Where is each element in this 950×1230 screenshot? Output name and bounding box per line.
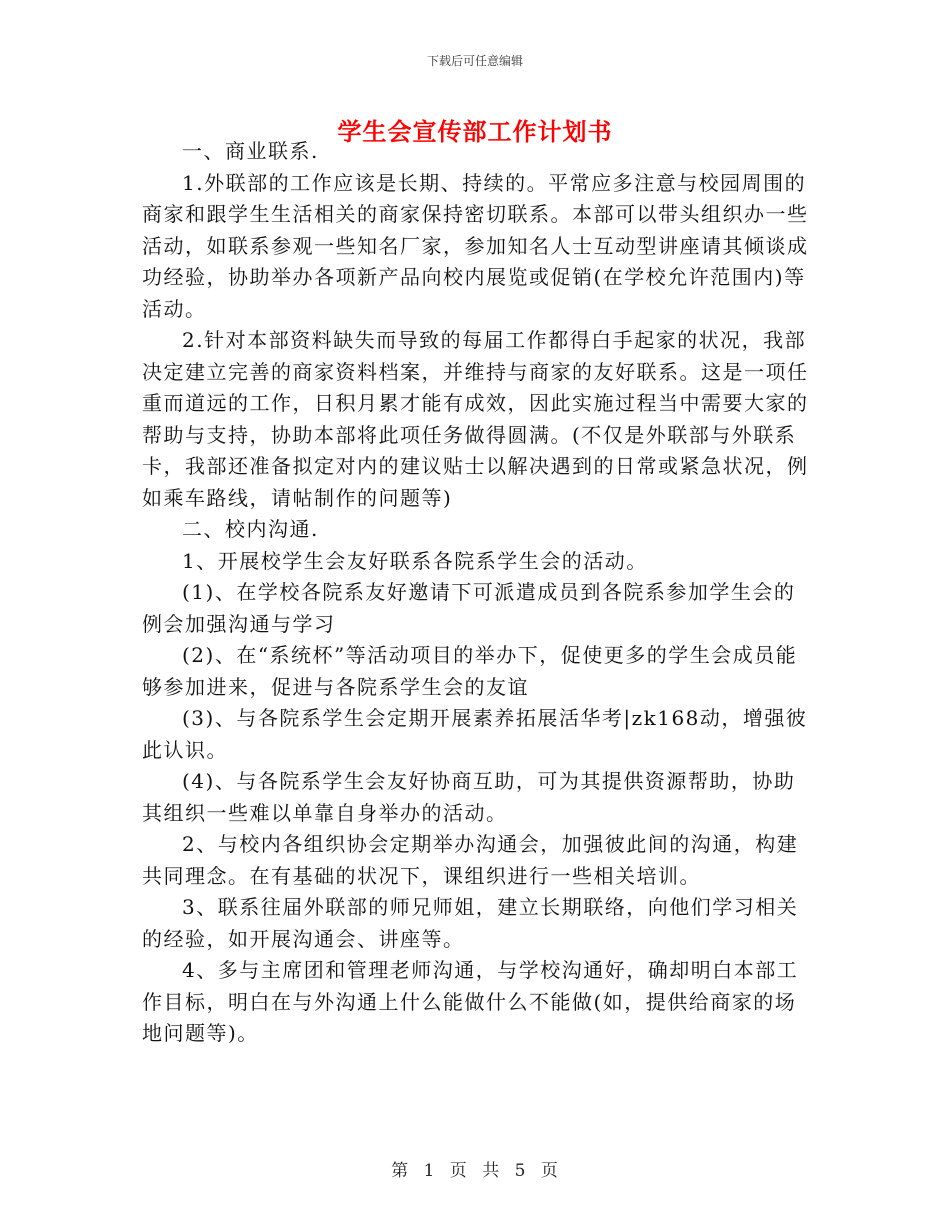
paragraph: (1)、在学校各院系友好邀请下可派遣成员到各院系参加学生会的例会加强沟通与学习 xyxy=(142,580,796,636)
section-heading-campus: 二、校内沟通. xyxy=(182,517,319,541)
paragraph: 2.针对本部资料缺失而导致的每届工作都得白手起家的状况，我部决定建立完善的商家资料档案，并维持与商家的友好联系。这是一项任重而道远的工作，日积月累才能有成效，因此实施过程当中需要大家的帮助与支持，协助本部将此项任务做得圆满。(不仅是外联部与外联系卡，我部还准备拟定对内的建议贴士以解决遇到的日常或紧急状况，例如乘车路线，请帖制作的问题等) xyxy=(142,328,809,510)
page-header-note: 下载后可任意编辑 xyxy=(426,54,523,68)
footer-total-unit: 页 xyxy=(540,1161,559,1181)
paragraph: 4、多与主席团和管理老师沟通，与学校沟通好，确却明白本部工作目标，明白在与外沟通上什么能做什么不能做(如，提供给商家的场地问题等)。 xyxy=(142,958,799,1045)
document-title: 学生会宣传部工作计划书 xyxy=(337,117,613,146)
paragraph: (3)、与各院系学生会定期开展素养拓展活华考|zk168动，增强彼此认识。 xyxy=(142,706,808,762)
paragraph: 3、联系往届外联部的师兄师姐，建立长期联络，向他们学习相关的经验，如开展沟通会、讲座等。 xyxy=(142,895,799,951)
page-footer xyxy=(0,1156,950,1181)
paragraph: (2)、在“系统杯”等活动项目的举办下，促使更多的学生会成员能够参加进来，促进与各院系学生会的友谊 xyxy=(142,643,798,699)
footer-page-unit: 页 xyxy=(449,1161,468,1181)
paragraph: (4)、与各院系学生会友好协商互助，可为其提供资源帮助，协助其组织一些难以单靠自身举办的活动。 xyxy=(142,769,796,825)
paragraph: 1.外联部的工作应该是长期、持续的。平常应多注意与校园周围的商家和跟学生生活相关的商家保持密切联系。本部可以带头组织办一些活动，如联系参观一些知名厂家，参加知名人士互动型讲座请其倾谈成功经验，协助举办各项新产品向校内展览或促销(在学校允许范围内)等活动。 xyxy=(142,170,809,321)
section-heading-business: 一、商业联系. xyxy=(182,139,319,163)
paragraph: 2、与校内各组织协会定期举办沟通会，加强彼此间的沟通，构建共同理念。在有基础的状况下，课组织进行一些相关培训。 xyxy=(142,832,799,888)
paragraph: 1、开展校学生会友好联系各院系学生会的活动。 xyxy=(182,548,648,573)
footer-page-number: 1 xyxy=(423,1161,436,1181)
footer-total-pages: 5 xyxy=(514,1161,527,1181)
footer-total-prefix: 共 xyxy=(482,1161,501,1181)
document-body xyxy=(142,136,812,1050)
footer-prefix: 第 xyxy=(391,1161,410,1181)
